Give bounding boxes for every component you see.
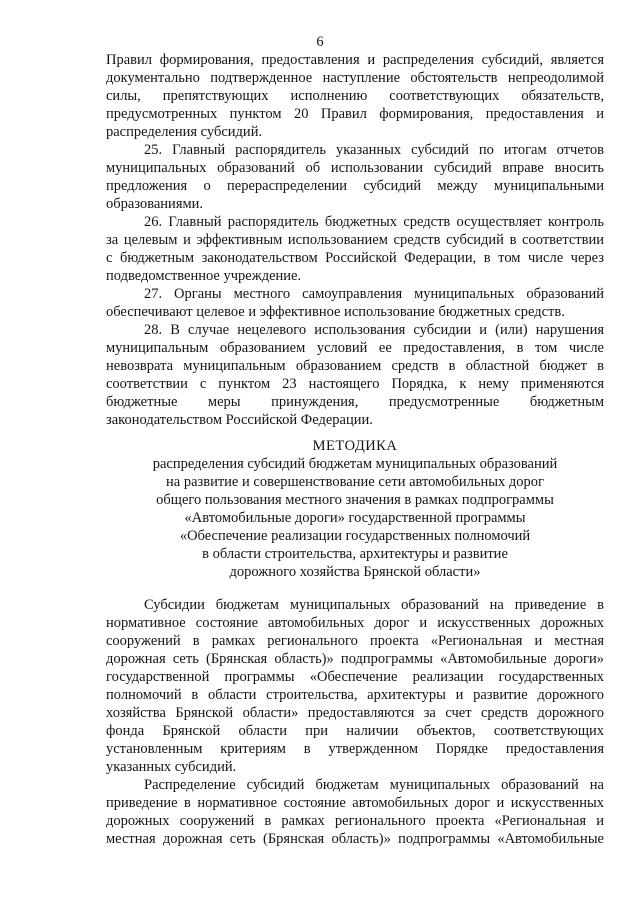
text-line: подведомственное учреждение. <box>106 268 302 284</box>
text-line: обеспечивают целевое и эффективное использование бюджетных средств. <box>106 304 565 320</box>
text-line: местная дорожная сеть (Брянская область)» подпрограммы «Автомобильные <box>106 831 604 847</box>
text-line: законодательством Российской Федерации. <box>106 412 373 428</box>
page-number: 6 <box>316 34 324 50</box>
text-line: с бюджетным законодательством Российской Федерации, в том числе через <box>106 250 604 266</box>
text-line: установленным критериям в утвержденном Порядке предоставления <box>106 741 604 757</box>
method-text-block <box>106 596 604 848</box>
text-line: полномочий в области строительства, архитектуры и развитие дорожного <box>106 687 604 703</box>
text-line: за целевым и эффективным использованием средств субсидий в соответствии <box>106 232 604 248</box>
text-line: муниципальным образованием условий ее предоставления, в том числе <box>106 340 604 356</box>
method-subtitle-line: в области строительства, архитектуры и развитие <box>202 546 508 562</box>
text-line: образованиями. <box>106 196 204 212</box>
text-line: государственной программы «Обеспечение реализации государственных <box>106 669 604 685</box>
text-line: дорожная сеть (Брянская область)» подпрограммы «Автомобильные дороги» <box>106 651 604 667</box>
text-line: Правил формирования, предоставления и распределения субсидий, является <box>106 52 604 68</box>
method-subtitle-line: распределения субсидий бюджетам муниципальных образований <box>152 456 558 472</box>
method-heading <box>106 437 604 581</box>
text-line: дорожных сооружений в рамках регионального проекта «Региональная и <box>106 813 604 829</box>
method-subtitle-line: общего пользования местного значения в рамках подпрограммы <box>156 492 554 508</box>
clause-28-line: 28. В случае нецелевого использования субсидии и (или) нарушения <box>144 322 604 338</box>
text-line: муниципальных образований об использовании субсидий вправе вносить <box>106 160 604 176</box>
paragraph-start-line: Субсидии бюджетам муниципальных образований на приведение в <box>144 597 604 613</box>
text-line: фонда Брянской области при наличии объектов, соответствующих <box>106 723 604 739</box>
method-subtitle-line: «Обеспечение реализации государственных полномочий <box>179 528 531 544</box>
method-subtitle-line: «Автомобильные дороги» государственной программы <box>184 510 526 526</box>
text-line: приведение в нормативное состояние автомобильных дорог и искусственных <box>106 795 604 811</box>
text-line: нормативное состояние автомобильных дорог и искусственных дорожных <box>106 615 604 631</box>
text-line: сооружений в рамках регионального проекта «Региональная и местная <box>106 633 604 649</box>
method-title: МЕТОДИКА <box>312 438 398 454</box>
clause-25-line: 25. Главный распорядитель указанных субсидий по итогам отчетов <box>144 142 604 158</box>
text-line: невозврата муниципальным образованием средств в областной бюджет в <box>106 358 604 374</box>
text-line: предусмотренных пунктом 20 Правил формирования, предоставления и <box>106 106 604 122</box>
text-line: соответствии с пунктом 23 настоящего Порядка, к нему применяются <box>106 376 604 392</box>
method-subtitle-line: на развитие и совершенствование сети автомобильных дорог <box>166 474 544 490</box>
text-line: бюджетные меры принуждения, предусмотренные бюджетным <box>106 394 604 410</box>
text-line: указанных субсидий. <box>106 759 237 775</box>
clause-27-line: 27. Органы местного самоуправления муниципальных образований <box>144 286 604 302</box>
text-line: силы, препятствующих исполнению соответствующих обязательств, <box>106 88 604 104</box>
text-line: предложения о перераспределении субсидий между муниципальными <box>106 178 604 194</box>
paragraph-start-line: Распределение субсидий бюджетам муниципальных образований на <box>144 777 604 793</box>
legal-text-block <box>106 51 604 429</box>
text-line: документально подтвержденное наступление обстоятельств непреодолимой <box>106 70 604 86</box>
text-line: хозяйства Брянской области» предоставляются за счет средств дорожного <box>106 705 604 721</box>
method-subtitle-line: дорожного хозяйства Брянской области» <box>229 564 481 580</box>
text-line: распределения субсидий. <box>106 124 263 140</box>
clause-26-line: 26. Главный распорядитель бюджетных средств осуществляет контроль <box>144 214 604 230</box>
